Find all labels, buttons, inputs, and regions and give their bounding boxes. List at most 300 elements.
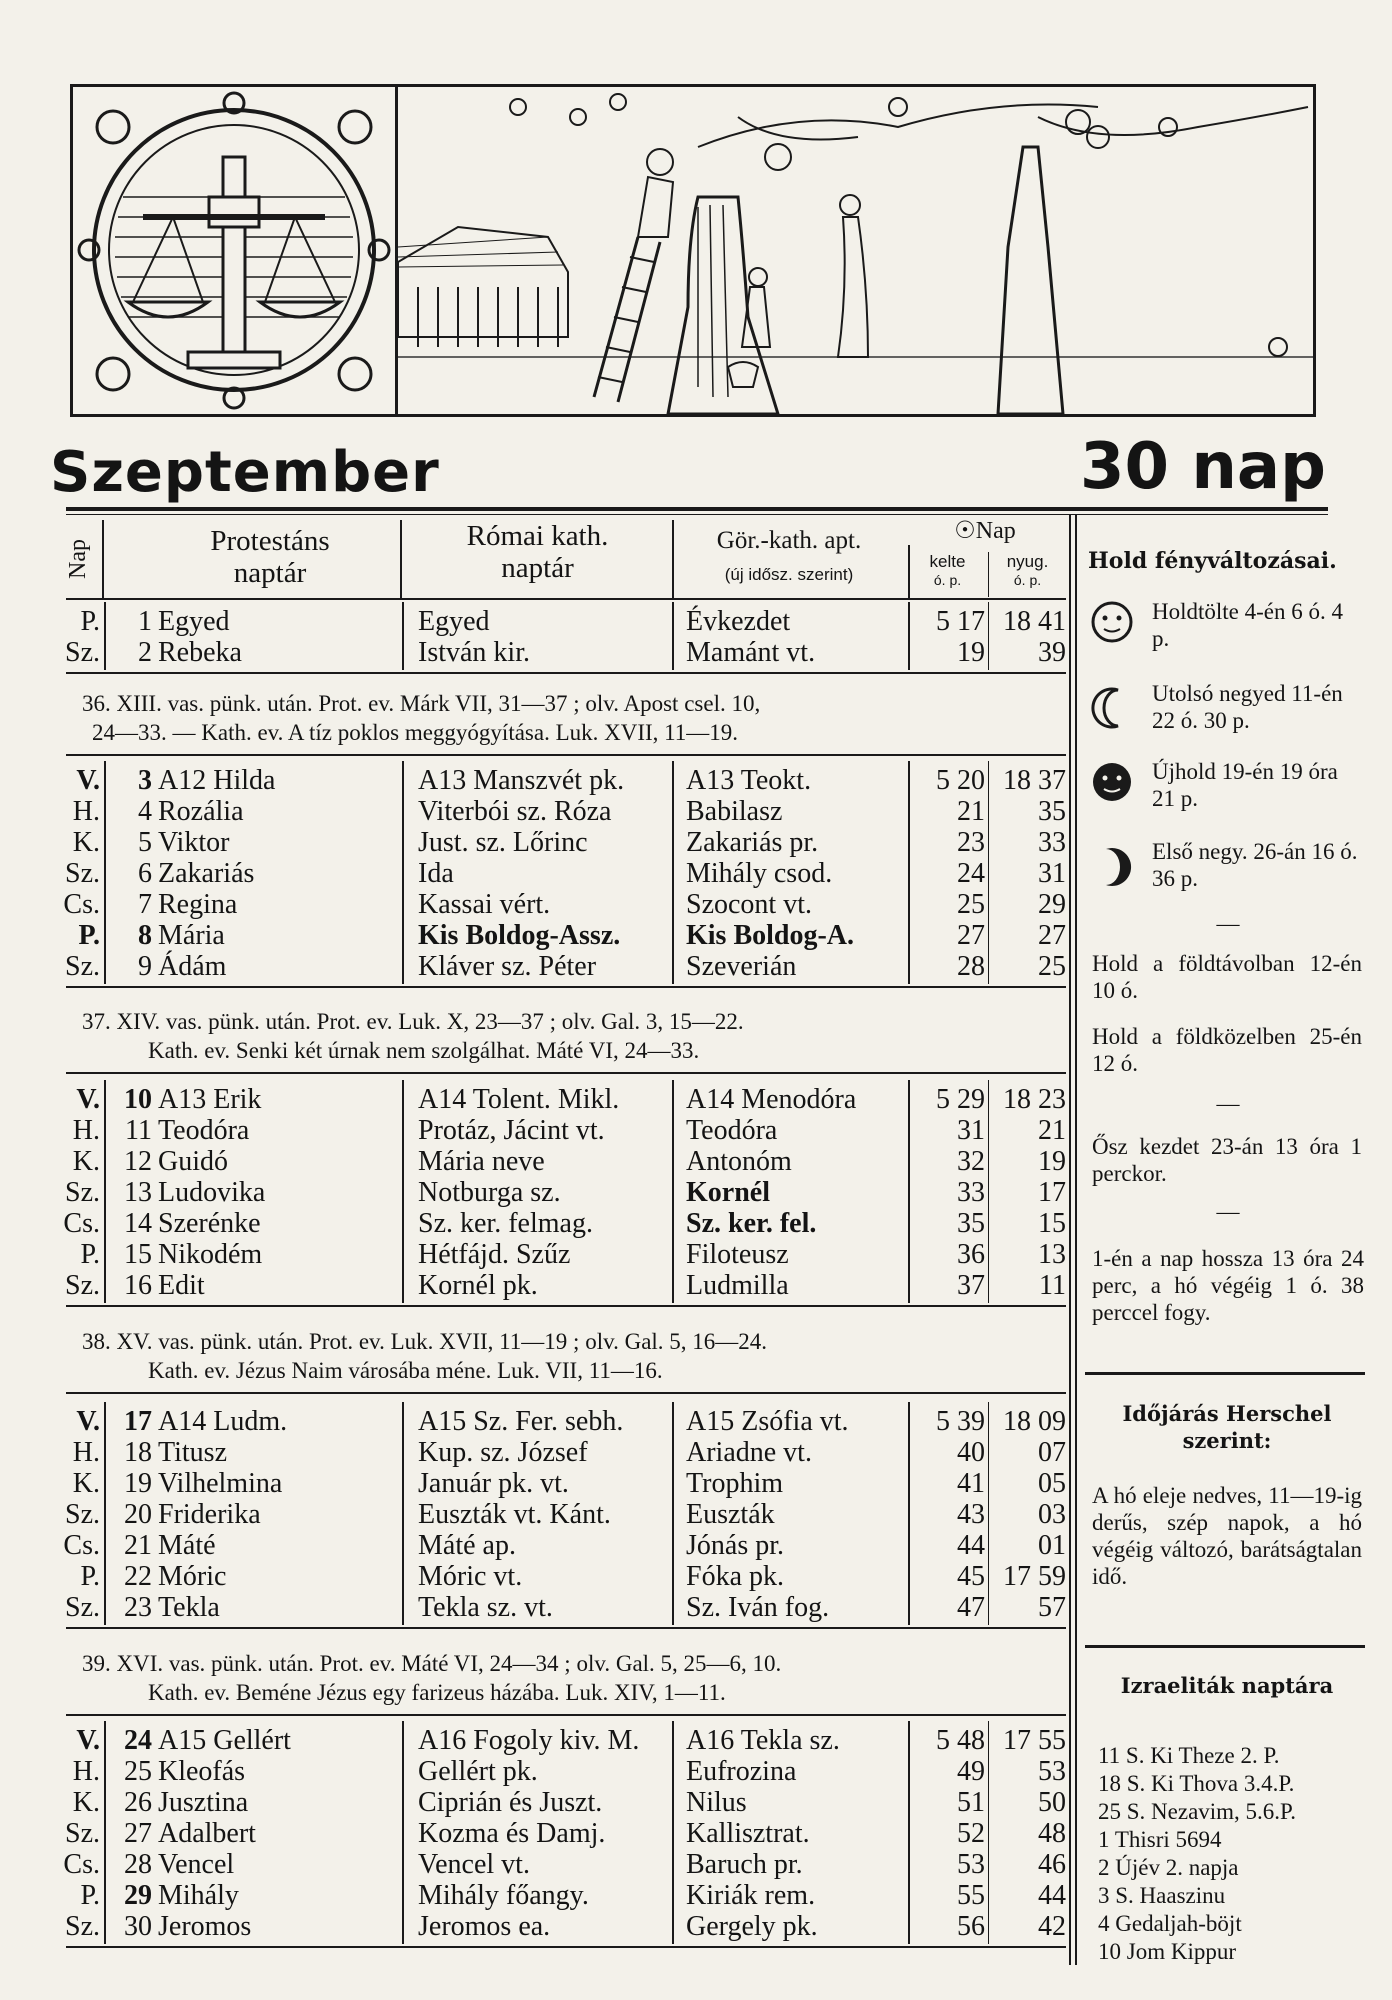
cell-num: 30 bbox=[124, 1911, 152, 1942]
title-rule-thin bbox=[66, 514, 1328, 515]
sunday-note: 36. XIII. vas. pünk. után. Prot. ev. Márk VII, 31—37 ; olv. Apost csel. 10, bbox=[82, 691, 761, 716]
col-rule bbox=[402, 1721, 404, 1944]
cell-gor: Évkezdet bbox=[686, 606, 791, 637]
divider-dash: — bbox=[1216, 1091, 1240, 1116]
cell-rise: 5 17 bbox=[936, 606, 985, 637]
col-rule bbox=[988, 552, 989, 597]
cell-gor: Fóka pk. bbox=[686, 1561, 784, 1592]
weather-text: A hó eleje nedves, 11—19-ig derűs, szép napok, a hó végéig változó, barátságtalan idő. bbox=[1092, 1483, 1362, 1589]
cell-gor: Sz. Iván fog. bbox=[686, 1592, 830, 1623]
cell-rom: Kassai vért. bbox=[418, 889, 551, 920]
cell-wd: V. bbox=[76, 765, 100, 796]
cell-prot: Rozália bbox=[158, 796, 244, 827]
cell-prot: Teodóra bbox=[158, 1115, 250, 1146]
cell-prot: Jeromos bbox=[158, 1911, 252, 1942]
cell-prot: Regina bbox=[158, 889, 238, 920]
col-rule bbox=[104, 1402, 106, 1625]
cell-prot: Viktor bbox=[158, 827, 230, 858]
header-gor-2: (új idősz. szerint) bbox=[724, 565, 854, 584]
cell-gor: Ludmilla bbox=[686, 1270, 789, 1301]
cell-num: 2 bbox=[138, 637, 152, 668]
cell-wd: H. bbox=[72, 1437, 100, 1468]
cell-prot: Vilhelmina bbox=[158, 1468, 283, 1499]
cell-num: 8 bbox=[138, 920, 152, 951]
month-title: Szeptember bbox=[50, 440, 440, 505]
cell-set: 35 bbox=[1038, 796, 1066, 827]
cell-rom: A16 Fogoly kiv. M. bbox=[418, 1725, 640, 1756]
cell-num: 22 bbox=[124, 1561, 152, 1592]
orchard-scene-icon bbox=[398, 87, 1313, 414]
cell-rise: 19 bbox=[957, 637, 985, 668]
cell-rise: 47 bbox=[957, 1592, 985, 1623]
cell-set: 42 bbox=[1038, 1911, 1066, 1942]
cell-wd: Cs. bbox=[63, 1849, 100, 1880]
sunday-note: 38. XV. vas. pünk. után. Prot. ev. Luk. XVII, 11—19 ; olv. Gal. 5, 16—24. bbox=[82, 1329, 768, 1354]
cell-prot: Vencel bbox=[158, 1849, 235, 1880]
cell-rom: Január pk. vt. bbox=[418, 1468, 569, 1499]
cell-prot: A12 Hilda bbox=[158, 765, 276, 796]
autumn-text: Ősz kezdet 23-án 13 óra 1 perckor. bbox=[1092, 1134, 1362, 1186]
sidebar-section-rule bbox=[1085, 1645, 1365, 1648]
cell-set: 48 bbox=[1038, 1818, 1066, 1849]
cell-wd: Sz. bbox=[65, 1592, 100, 1623]
cell-wd: H. bbox=[72, 796, 100, 827]
header-prot-1: Protestáns bbox=[210, 525, 330, 557]
header-unit-rise: ó. p. bbox=[933, 572, 962, 588]
cell-set: 18 41 bbox=[1003, 606, 1066, 637]
jewish-calendar-item: 3 S. Haaszinu bbox=[1098, 1883, 1226, 1908]
cell-set: 27 bbox=[1038, 920, 1066, 951]
cell-wd: Cs. bbox=[63, 1530, 100, 1561]
cell-wd: K. bbox=[72, 827, 100, 858]
cell-wd: Sz. bbox=[65, 1818, 100, 1849]
cell-prot: Titusz bbox=[158, 1437, 228, 1468]
sunday-note: 39. XVI. vas. pünk. után. Prot. ev. Máté VI, 24—34 ; olv. Gal. 5, 25—6, 10. bbox=[82, 1651, 782, 1676]
cell-rise: 33 bbox=[957, 1177, 985, 1208]
cell-rise: 43 bbox=[957, 1499, 985, 1530]
cell-num: 1 bbox=[138, 606, 152, 637]
col-rule bbox=[908, 1721, 910, 1944]
moon-title: Hold fényváltozásai. bbox=[1088, 548, 1337, 574]
cell-rise: 45 bbox=[957, 1561, 985, 1592]
jewish-calendar-item: 10 Jom Kippur bbox=[1098, 1939, 1236, 1964]
cell-num: 3 bbox=[138, 765, 152, 796]
col-rule bbox=[908, 1080, 910, 1303]
cell-prot: A13 Erik bbox=[158, 1084, 262, 1115]
libra-icon bbox=[73, 87, 395, 414]
col-rule bbox=[908, 602, 910, 670]
cell-rom: Just. sz. Lőrinc bbox=[418, 827, 588, 858]
cell-set: 46 bbox=[1038, 1849, 1066, 1880]
cell-rise: 44 bbox=[957, 1530, 985, 1561]
cell-prot: Mihály bbox=[158, 1880, 239, 1911]
cell-num: 29 bbox=[124, 1880, 152, 1911]
cell-num: 28 bbox=[124, 1849, 152, 1880]
header-prot-2: naptár bbox=[233, 557, 307, 589]
cell-wd: Sz. bbox=[65, 1177, 100, 1208]
cell-prot: Kleofás bbox=[158, 1756, 246, 1787]
first-quarter-text: Első negy. 26-án 16 ó. 36 p. bbox=[1152, 839, 1358, 891]
sunday-note: Kath. ev. Jézus Naim városába méne. Luk. VII, 11—16. bbox=[148, 1358, 663, 1383]
cell-rise: 51 bbox=[957, 1787, 985, 1818]
cell-rise: 5 20 bbox=[936, 765, 985, 796]
col-rule bbox=[908, 1402, 910, 1625]
last-quarter-icon bbox=[1090, 686, 1134, 730]
sidebar-rule bbox=[1075, 515, 1077, 1965]
cell-set: 17 bbox=[1038, 1177, 1066, 1208]
cell-set: 19 bbox=[1038, 1146, 1066, 1177]
cell-wd: P. bbox=[78, 920, 100, 951]
note-rule bbox=[66, 1714, 1066, 1716]
cell-set: 13 bbox=[1038, 1239, 1066, 1270]
jewish-calendar-item: 25 S. Nezavim, 5.6.P. bbox=[1098, 1799, 1297, 1824]
cell-prot: Ádám bbox=[158, 951, 227, 982]
jewish-calendar-item: 4 Gedaljah-böjt bbox=[1098, 1911, 1242, 1936]
cell-rise: 31 bbox=[957, 1115, 985, 1146]
cell-set: 17 55 bbox=[1003, 1725, 1066, 1756]
jewish-calendar-item: 11 S. Ki Theze 2. P. bbox=[1098, 1743, 1280, 1768]
jewish-calendar-item: 18 S. Ki Thova 3.4.P. bbox=[1098, 1771, 1295, 1796]
cell-set: 39 bbox=[1038, 637, 1066, 668]
cell-rom: Hétfájd. Szűz bbox=[418, 1239, 571, 1270]
first-quarter-icon bbox=[1090, 845, 1134, 889]
cell-rise: 27 bbox=[957, 920, 985, 951]
apogee-text: Hold a földtávolban 12-én 10 ó. bbox=[1092, 951, 1362, 1003]
cell-prot: Tekla bbox=[158, 1592, 220, 1623]
cell-set: 18 09 bbox=[1003, 1406, 1066, 1437]
cell-set: 33 bbox=[1038, 827, 1066, 858]
divider-dash: — bbox=[1216, 911, 1240, 936]
cell-gor: Antonóm bbox=[686, 1146, 792, 1177]
cell-gor: Jónás pr. bbox=[686, 1530, 784, 1561]
last-quarter-text: Utolsó negyed 11-én 22 ó. 30 p. bbox=[1152, 681, 1343, 733]
weather-title: Időjárás Herschel szerint: bbox=[1122, 1401, 1332, 1453]
cell-gor: Baruch pr. bbox=[686, 1849, 803, 1880]
header-rom-1: Római kath. bbox=[466, 520, 609, 552]
cell-set: 44 bbox=[1038, 1880, 1066, 1911]
cell-gor: Kiriák rem. bbox=[686, 1880, 816, 1911]
cell-rise: 24 bbox=[957, 858, 985, 889]
new-moon-text: Újhold 19-én 19 óra 21 p. bbox=[1152, 759, 1338, 811]
cell-rise: 5 48 bbox=[936, 1725, 985, 1756]
cell-num: 14 bbox=[124, 1208, 152, 1239]
cell-rise: 56 bbox=[957, 1911, 985, 1942]
cell-rom: Kozma és Damj. bbox=[418, 1818, 606, 1849]
cell-wd: P. bbox=[80, 1561, 100, 1592]
cell-gor: Sz. ker. fel. bbox=[686, 1208, 817, 1239]
full-moon-icon bbox=[1090, 600, 1134, 644]
col-rule bbox=[402, 761, 404, 984]
cell-rom: Ciprián és Juszt. bbox=[418, 1787, 603, 1818]
cell-wd: H. bbox=[72, 1115, 100, 1146]
jewish-calendar-item: 2 Újév 2. napja bbox=[1098, 1855, 1239, 1880]
cell-gor: Filoteusz bbox=[686, 1239, 789, 1270]
cell-prot: Móric bbox=[158, 1561, 227, 1592]
cell-gor: A14 Menodóra bbox=[686, 1084, 857, 1115]
cell-num: 26 bbox=[124, 1787, 152, 1818]
cell-num: 10 bbox=[124, 1084, 152, 1115]
cell-num: 17 bbox=[124, 1406, 152, 1437]
note-rule bbox=[66, 1072, 1066, 1074]
cell-gor: A15 Zsófia vt. bbox=[686, 1406, 849, 1437]
cell-rise: 5 39 bbox=[936, 1406, 985, 1437]
cell-wd: V. bbox=[76, 1084, 100, 1115]
cell-num: 16 bbox=[124, 1270, 152, 1301]
cell-set: 53 bbox=[1038, 1756, 1066, 1787]
cell-rise: 21 bbox=[957, 796, 985, 827]
col-rule bbox=[104, 761, 106, 984]
cell-set: 11 bbox=[1039, 1270, 1066, 1301]
cell-rise: 5 29 bbox=[936, 1084, 985, 1115]
cell-rise: 41 bbox=[957, 1468, 985, 1499]
cell-rom: Egyed bbox=[418, 606, 490, 637]
cell-set: 29 bbox=[1038, 889, 1066, 920]
cell-gor: Teodóra bbox=[686, 1115, 778, 1146]
note-rule bbox=[66, 1392, 1066, 1394]
cell-rom: Mihály főangy. bbox=[418, 1880, 589, 1911]
col-rule bbox=[988, 761, 989, 984]
sunday-note: Kath. ev. Beméne Jézus egy farizeus házába. Luk. XIV, 1—11. bbox=[148, 1680, 726, 1705]
cell-wd: Sz. bbox=[65, 637, 100, 668]
sunday-note: Kath. ev. Senki két úrnak nem szolgálhat. Máté VI, 24—33. bbox=[148, 1038, 700, 1063]
cell-wd: Sz. bbox=[65, 1499, 100, 1530]
cell-rom: Euszták vt. Kánt. bbox=[418, 1499, 611, 1530]
cell-rise: 53 bbox=[957, 1849, 985, 1880]
cell-gor: Szocont vt. bbox=[686, 889, 812, 920]
col-rule bbox=[102, 520, 104, 600]
cell-rom: Kláver sz. Péter bbox=[418, 951, 597, 982]
block-rule bbox=[66, 1946, 1066, 1948]
cell-gor: Babilasz bbox=[686, 796, 783, 827]
cell-rise: 32 bbox=[957, 1146, 985, 1177]
col-rule bbox=[988, 1721, 989, 1944]
cell-num: 19 bbox=[124, 1468, 152, 1499]
orchard-scene bbox=[398, 87, 1313, 414]
cell-rom: A14 Tolent. Mikl. bbox=[418, 1084, 620, 1115]
cell-gor: A16 Tekla sz. bbox=[686, 1725, 840, 1756]
cell-prot: Edit bbox=[158, 1270, 205, 1301]
cell-set: 03 bbox=[1038, 1499, 1066, 1530]
cell-wd: H. bbox=[72, 1756, 100, 1787]
cell-rom: A15 Sz. Fer. sebh. bbox=[418, 1406, 624, 1437]
cell-prot: Jusztina bbox=[158, 1787, 249, 1818]
divider-dash: — bbox=[1216, 1199, 1240, 1224]
col-rule bbox=[402, 1080, 404, 1303]
cell-wd: Sz. bbox=[65, 1270, 100, 1301]
cell-gor: Mamánt vt. bbox=[686, 637, 816, 668]
col-rule bbox=[104, 1080, 106, 1303]
cell-rom: Viterbói sz. Róza bbox=[418, 796, 612, 827]
cell-set: 07 bbox=[1038, 1437, 1066, 1468]
header-set: nyug. bbox=[1006, 552, 1049, 571]
col-rule bbox=[400, 520, 402, 600]
cell-prot: Adalbert bbox=[158, 1818, 256, 1849]
libra-emblem bbox=[73, 87, 398, 414]
cell-gor: Szeverián bbox=[686, 951, 797, 982]
cell-num: 13 bbox=[124, 1177, 152, 1208]
cell-gor: Zakariás pr. bbox=[686, 827, 819, 858]
cell-wd: P. bbox=[80, 606, 100, 637]
cell-set: 25 bbox=[1038, 951, 1066, 982]
col-rule bbox=[908, 545, 910, 600]
cell-rise: 49 bbox=[957, 1756, 985, 1787]
cell-num: 6 bbox=[138, 858, 152, 889]
cell-prot: A15 Gellért bbox=[158, 1725, 291, 1756]
col-rule bbox=[988, 602, 989, 670]
col-rule bbox=[402, 1402, 404, 1625]
cell-rise: 40 bbox=[957, 1437, 985, 1468]
cell-rom: Jeromos ea. bbox=[418, 1911, 551, 1942]
block-rule bbox=[66, 986, 1066, 988]
cell-prot: Szerénke bbox=[158, 1208, 261, 1239]
cell-wd: Sz. bbox=[65, 1911, 100, 1942]
header-nap: Nap bbox=[65, 539, 91, 579]
cell-set: 18 37 bbox=[1003, 765, 1066, 796]
jewish-calendar-item: 1 Thisri 5694 bbox=[1098, 1827, 1222, 1852]
note-rule bbox=[66, 754, 1066, 756]
sidebar-section-rule bbox=[1085, 1372, 1365, 1375]
header-illustration bbox=[70, 84, 1316, 417]
cell-gor: Kallisztrat. bbox=[686, 1818, 810, 1849]
cell-wd: V. bbox=[76, 1725, 100, 1756]
cell-prot: A14 Ludm. bbox=[158, 1406, 288, 1437]
col-rule bbox=[988, 1080, 989, 1303]
cell-set: 17 59 bbox=[1003, 1561, 1066, 1592]
cell-rise: 37 bbox=[957, 1270, 985, 1301]
cell-gor: Euszták bbox=[686, 1499, 775, 1530]
perigee-text: Hold a földközelben 25-én 12 ó. bbox=[1092, 1024, 1362, 1076]
cell-gor: Nilus bbox=[686, 1787, 747, 1818]
cell-prot: Egyed bbox=[158, 606, 230, 637]
cell-set: 50 bbox=[1038, 1787, 1066, 1818]
cell-wd: P. bbox=[80, 1239, 100, 1270]
col-rule bbox=[402, 602, 404, 670]
cell-gor: Kis Boldog-A. bbox=[686, 920, 855, 951]
cell-rom: Máté ap. bbox=[418, 1530, 516, 1561]
days-count: 30 nap bbox=[1080, 430, 1326, 504]
cell-num: 18 bbox=[124, 1437, 152, 1468]
col-rule bbox=[908, 761, 910, 984]
cell-num: 20 bbox=[124, 1499, 152, 1530]
cell-gor: Mihály csod. bbox=[686, 858, 833, 889]
cell-rom: Vencel vt. bbox=[418, 1849, 530, 1880]
cell-wd: K. bbox=[72, 1787, 100, 1818]
cell-num: 11 bbox=[125, 1115, 152, 1146]
cell-set: 01 bbox=[1038, 1530, 1066, 1561]
cell-gor: A13 Teokt. bbox=[686, 765, 812, 796]
cell-rom: Mária neve bbox=[418, 1146, 545, 1177]
cell-wd: Sz. bbox=[65, 951, 100, 982]
cell-prot: Máté bbox=[158, 1530, 216, 1561]
cell-num: 4 bbox=[138, 796, 152, 827]
cell-wd: P. bbox=[80, 1880, 100, 1911]
cell-num: 9 bbox=[138, 951, 152, 982]
cell-wd: Cs. bbox=[63, 889, 100, 920]
cell-gor: Gergely pk. bbox=[686, 1911, 818, 1942]
cell-rom: István kir. bbox=[418, 637, 530, 668]
cell-rom: Tekla sz. vt. bbox=[418, 1592, 553, 1623]
cell-rise: 36 bbox=[957, 1239, 985, 1270]
cell-num: 7 bbox=[138, 889, 152, 920]
cell-prot: Ludovika bbox=[158, 1177, 266, 1208]
cell-rom: Notburga sz. bbox=[418, 1177, 561, 1208]
cell-set: 05 bbox=[1038, 1468, 1066, 1499]
header-rom-2: naptár bbox=[501, 552, 574, 584]
cell-num: 27 bbox=[124, 1818, 152, 1849]
cell-prot: Friderika bbox=[158, 1499, 261, 1530]
cell-num: 12 bbox=[124, 1146, 152, 1177]
cell-rom: Kis Boldog-Assz. bbox=[418, 920, 621, 951]
header-sun: ☉Nap bbox=[954, 518, 1016, 544]
cell-rise: 55 bbox=[957, 1880, 985, 1911]
cell-rise: 28 bbox=[957, 951, 985, 982]
cell-set: 18 23 bbox=[1003, 1084, 1066, 1115]
cell-num: 21 bbox=[124, 1530, 152, 1561]
cell-num: 24 bbox=[124, 1725, 152, 1756]
block-rule bbox=[66, 1627, 1066, 1629]
col-rule bbox=[104, 1721, 106, 1944]
cell-num: 5 bbox=[138, 827, 152, 858]
cell-wd: V. bbox=[76, 1406, 100, 1437]
cell-gor: Eufrozina bbox=[686, 1756, 797, 1787]
col-rule bbox=[672, 520, 674, 600]
cell-gor: Kornél bbox=[686, 1177, 770, 1208]
header-rise: kelte bbox=[929, 552, 966, 571]
cell-set: 15 bbox=[1038, 1208, 1066, 1239]
cell-rom: Sz. ker. felmag. bbox=[418, 1208, 593, 1239]
cell-rise: 35 bbox=[957, 1208, 985, 1239]
cell-rom: Kornél pk. bbox=[418, 1270, 538, 1301]
cell-wd: K. bbox=[72, 1146, 100, 1177]
sunday-note: 37. XIV. vas. pünk. után. Prot. ev. Luk. X, 23—37 ; olv. Gal. 3, 15—22. bbox=[82, 1009, 744, 1034]
cell-gor: Ariadne vt. bbox=[686, 1437, 812, 1468]
cell-rise: 23 bbox=[957, 827, 985, 858]
cell-prot: Nikodém bbox=[158, 1239, 263, 1270]
header-rule bbox=[66, 598, 1066, 600]
cell-rom: Kup. sz. József bbox=[418, 1437, 588, 1468]
jewish-title: Izraeliták naptára bbox=[1120, 1673, 1334, 1698]
cell-gor: Trophim bbox=[686, 1468, 784, 1499]
col-rule bbox=[988, 1402, 989, 1625]
cell-rom: Gellért pk. bbox=[418, 1756, 538, 1787]
cell-rom: Ida bbox=[418, 858, 454, 889]
cell-wd: Sz. bbox=[65, 858, 100, 889]
cell-wd: Cs. bbox=[63, 1208, 100, 1239]
cell-set: 57 bbox=[1038, 1592, 1066, 1623]
cell-num: 25 bbox=[124, 1756, 152, 1787]
header-unit-set: ó. p. bbox=[1013, 572, 1042, 588]
cell-wd: K. bbox=[72, 1468, 100, 1499]
sunday-note: 24—33. — Kath. ev. A tíz poklos meggyógyítása. Luk. XVII, 11—19. bbox=[92, 720, 739, 745]
cell-prot: Zakariás bbox=[158, 858, 255, 889]
block-rule bbox=[66, 1305, 1066, 1307]
daylength-text: 1-én a nap hossza 13 óra 24 perc, a hó végéig 1 ó. 38 perccel fogy. bbox=[1092, 1246, 1364, 1325]
cell-rom: Móric vt. bbox=[418, 1561, 523, 1592]
cell-rise: 52 bbox=[957, 1818, 985, 1849]
cell-prot: Guidó bbox=[158, 1146, 228, 1177]
cell-num: 23 bbox=[124, 1592, 152, 1623]
cell-num: 15 bbox=[124, 1239, 152, 1270]
cell-rom: A13 Manszvét pk. bbox=[418, 765, 625, 796]
col-rule bbox=[104, 602, 106, 670]
header-gor-1: Gör.-kath. apt. bbox=[716, 527, 862, 554]
new-moon-icon bbox=[1090, 760, 1134, 804]
block-rule bbox=[66, 672, 1066, 674]
cell-prot: Mária bbox=[158, 920, 225, 951]
cell-rom: Protáz, Jácint vt. bbox=[418, 1115, 605, 1146]
cell-set: 31 bbox=[1038, 858, 1066, 889]
title-rule bbox=[66, 507, 1328, 511]
